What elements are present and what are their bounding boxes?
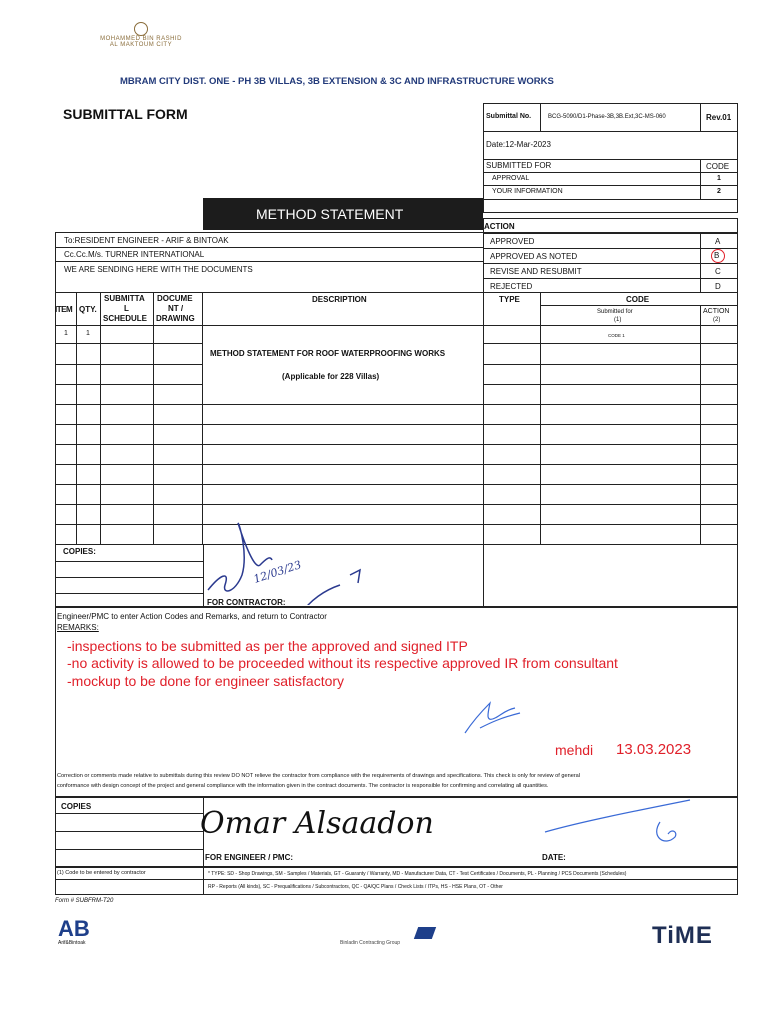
form-no: Form # SUBFRM-T20: [55, 898, 114, 904]
action-approved: APPROVED: [490, 237, 535, 246]
cc-line: Cc.Cc.M/s. TURNER INTERNATIONAL: [64, 250, 205, 259]
action-rejected: REJECTED: [490, 282, 533, 291]
col-submitted-for-n: (1): [614, 317, 622, 323]
action-approved-as-noted-code: B: [714, 251, 720, 260]
submitted-for-information: YOUR INFORMATION: [492, 188, 563, 195]
for-engineer-label: FOR ENGINEER / PMC:: [205, 853, 294, 862]
col-qty: QTY.: [79, 305, 97, 314]
col-action: ACTION: [703, 308, 730, 315]
reviewer-name: mehdi: [555, 742, 594, 758]
col-document-1: DOCUME: [157, 294, 193, 303]
col-item: ITEM: [55, 305, 73, 314]
engineer-signature: Omar Alsaadon: [200, 806, 434, 841]
description-line2: (Applicable for 228 Villas): [282, 372, 380, 381]
contractor-signature-date: 12/03/23: [251, 558, 303, 586]
binladin-diamond-icon: [414, 927, 436, 939]
row1-qty: 1: [86, 330, 90, 337]
arif-bintoak-logo: AB Arif&Bintoak: [58, 916, 90, 946]
copies-2-label: COPIES: [61, 802, 92, 811]
arif-bintoak-logo-text: Arif&Bintoak: [58, 940, 86, 946]
remark-1: -inspections to be submitted as per the approved and signed ITP: [67, 638, 468, 654]
engineer-note: Engineer/PMC to enter Action Codes and Remarks, and return to Contractor: [57, 612, 327, 621]
submittal-no: BCG-5090/D1-Phase-3B,3B.Ext,3C-MS-060: [548, 114, 666, 120]
engineer-initials: [540, 792, 700, 852]
submitted-for-approval: APPROVAL: [492, 175, 530, 182]
submitted-for-information-code: 2: [717, 188, 721, 195]
col-document-3: DRAWING: [156, 314, 195, 323]
col-description: DESCRIPTION: [312, 295, 367, 304]
submitted-for-label: SUBMITTED FOR: [486, 161, 552, 170]
col-submitted-for: Submitted for: [597, 309, 633, 315]
action-rejected-code: D: [715, 282, 721, 291]
binladin-logo-text: Binladin Contracting Group: [340, 940, 401, 946]
row1-item: 1: [64, 330, 68, 337]
project-title: MBRAM CITY DIST. ONE - PH 3B VILLAS, 3B EXTENSION & 3C AND INFRASTRUCTURE WORKS: [120, 76, 554, 87]
action-approved-as-noted: APPROVED AS NOTED: [490, 252, 578, 261]
col-submittal-3: SCHEDULE: [103, 314, 148, 323]
types-line1: * TYPE: SD - Shop Drawings, SM - Samples / Materials, GT - Guaranty / Warranty, MD - Manufacturer Data, CT - Test Certificates / Documents, PL - Planning / PCS Documents (Schedules): [208, 871, 627, 877]
logo-emblem-icon: [134, 22, 148, 36]
reviewer-initials: [460, 698, 530, 738]
action-label: ACTION: [484, 222, 515, 231]
action-revise: REVISE AND RESUBMIT: [490, 267, 582, 276]
mbr-city-logo: [96, 22, 186, 67]
binladin-logo: [340, 925, 450, 949]
col-action-n: (2): [713, 317, 721, 323]
form-title: SUBMITTAL FORM: [63, 106, 188, 122]
col-type: TYPE: [499, 295, 520, 304]
contractor-code-note: (1) Code to be entered by contractor: [57, 870, 146, 876]
for-contractor-label: FOR CONTRACTOR:: [207, 598, 286, 607]
remark-2: -no activity is allowed to be proceeded without its respective approved IR from consultant: [67, 655, 618, 671]
col-submittal-2: L: [124, 304, 129, 313]
sending-line: WE ARE SENDING HERE WITH THE DOCUMENTS: [64, 265, 253, 274]
logo-line2: AL MAKTOUM CITY: [109, 42, 173, 48]
remarks-label: REMARKS:: [57, 623, 99, 632]
submitted-for-approval-code: 1: [717, 175, 721, 182]
action-revise-code: C: [715, 267, 721, 276]
date: Date:12-Mar-2023: [486, 140, 551, 149]
submittal-no-label: Submittal No.: [486, 113, 532, 120]
to-line: To:RESIDENT ENGINEER - ARIF & BINTOAK: [64, 236, 229, 245]
banner-text: METHOD STATEMENT: [256, 206, 404, 222]
contractor-signature: [200, 515, 380, 605]
col-document-2: NT /: [168, 304, 184, 313]
review-date: 13.03.2023: [616, 741, 692, 758]
row1-code: CODE 1: [608, 333, 625, 338]
col-submittal-1: SUBMITTA: [104, 294, 145, 303]
description-line1: METHOD STATEMENT FOR ROOF WATERPROOFING WORKS: [210, 349, 446, 358]
remark-3: -mockup to be done for engineer satisfactory: [67, 673, 345, 689]
remarks-frame: [55, 607, 738, 797]
rev: Rev.01: [706, 113, 732, 122]
action-approved-code: A: [715, 237, 721, 246]
disclaimer-1: Correction or comments made relative to submittals during this review DO NOT relieve the contractor from compliance with the requirements of drawings and specifications. This check is only for review of general: [57, 773, 581, 779]
time-logo: TiME: [652, 922, 713, 949]
logo-line1: MOHAMMED BIN RASHID: [100, 36, 182, 42]
date-label: DATE:: [542, 853, 566, 862]
types-line2: RP - Reports (All kinds), SC - Prequalifications / Subcontractors, QC - QA/QC Plans / Check Lists / ITPs, HS - HSE Plans, OT - Other: [208, 884, 503, 890]
disclaimer-2: conformance with design concept of the project and general compliance with the information given in the contract documents. The contractor is responsible for confirming and correlating all quantities.: [57, 783, 549, 789]
col-code: CODE: [626, 295, 650, 304]
main-form-frame: [55, 232, 738, 607]
code-label: CODE: [706, 162, 730, 171]
copies-label: COPIES:: [63, 547, 96, 556]
